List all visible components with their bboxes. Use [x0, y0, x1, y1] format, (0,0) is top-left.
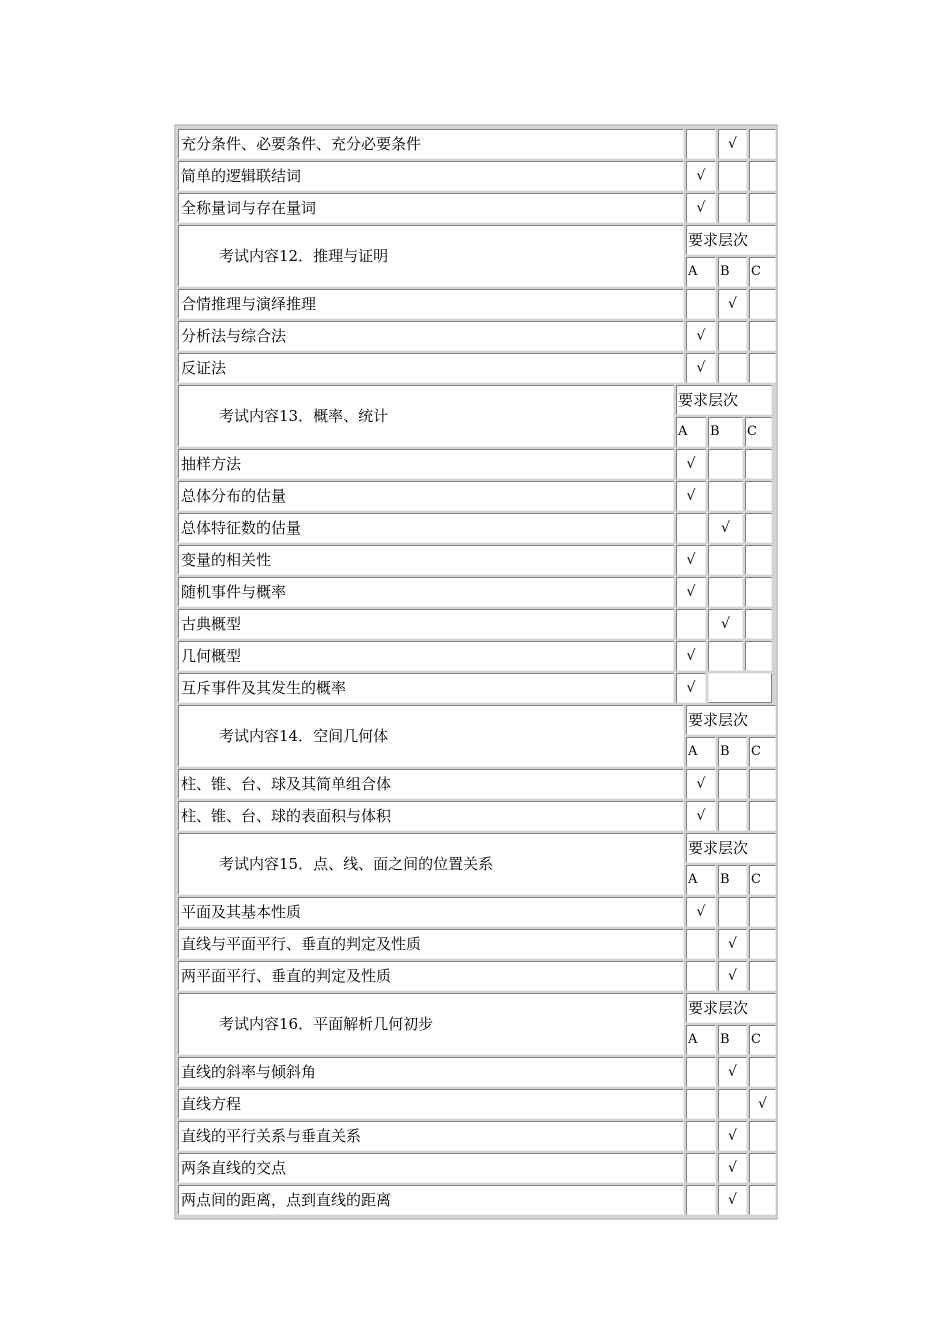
- level-c-cell: [749, 129, 776, 159]
- topic-label: 柱、锥、台、球的表面积与体积: [178, 801, 684, 831]
- level-bc-cell: [708, 673, 772, 703]
- level-a-cell: √: [686, 321, 716, 351]
- level-c-header: C: [749, 1025, 776, 1055]
- table-row: [178, 928, 774, 960]
- level-b-cell: [718, 769, 747, 799]
- table-row: [178, 448, 774, 480]
- topic-label: 抽样方法: [178, 449, 674, 479]
- level-b-cell: [708, 577, 743, 607]
- level-b-header: B: [718, 257, 747, 287]
- level-a-cell: [686, 1185, 716, 1215]
- level-a-cell: [676, 513, 706, 543]
- level-a-header: A: [686, 257, 716, 287]
- level-c-cell: [745, 513, 772, 543]
- topic-label: 互斥事件及其发生的概率: [178, 673, 674, 703]
- table-row: [178, 352, 774, 384]
- level-a-cell: [686, 961, 716, 991]
- section-title: 考试内容15．点、线、面之间的位置关系: [178, 833, 684, 895]
- level-b-cell: √: [718, 1185, 747, 1215]
- topic-label: 几何概型: [178, 641, 674, 671]
- table-row: [178, 1056, 774, 1088]
- section-title: 考试内容12．推理与证明: [178, 225, 684, 287]
- level-a-cell: √: [686, 801, 716, 831]
- table-row: [178, 128, 774, 160]
- level-c-cell: [749, 1057, 776, 1087]
- level-c-cell: [749, 321, 776, 351]
- level-c-cell: [749, 289, 776, 319]
- level-a-cell: √: [686, 353, 716, 383]
- table-row: [178, 320, 774, 352]
- section-title: 考试内容14．空间几何体: [178, 705, 684, 767]
- topic-label: 合情推理与演绎推理: [178, 289, 684, 319]
- section-header: [178, 384, 774, 448]
- table-row: [178, 576, 774, 608]
- table-row: [178, 672, 774, 704]
- topic-label: 简单的逻辑联结词: [178, 161, 684, 191]
- level-b-header: B: [718, 737, 747, 767]
- level-c-header: C: [749, 865, 776, 895]
- level-a-cell: [686, 929, 716, 959]
- table-row: [178, 544, 774, 576]
- section-header: [178, 832, 774, 896]
- level-b-header: B: [718, 1025, 747, 1055]
- level-b-cell: [718, 161, 747, 191]
- table-row: [178, 512, 774, 544]
- level-c-cell: [749, 193, 776, 223]
- level-c-cell: [749, 353, 776, 383]
- table-row: [178, 160, 774, 192]
- level-b-header: B: [708, 417, 743, 447]
- level-a-cell: √: [686, 193, 716, 223]
- section-title: 考试内容16．平面解析几何初步: [178, 993, 684, 1055]
- topic-label: 两平面平行、垂直的判定及性质: [178, 961, 684, 991]
- level-b-cell: [708, 641, 743, 671]
- topic-label: 随机事件与概率: [178, 577, 674, 607]
- level-c-cell: [749, 929, 776, 959]
- level-a-header: A: [686, 865, 716, 895]
- section-header: [178, 224, 774, 288]
- topic-label: 两点间的距离，点到直线的距离: [178, 1185, 684, 1215]
- level-a-header: A: [686, 1025, 716, 1055]
- topic-label: 古典概型: [178, 609, 674, 639]
- table-row: [178, 960, 774, 992]
- level-c-cell: [749, 1153, 776, 1183]
- level-b-cell: √: [718, 1153, 747, 1183]
- topic-label: 全称量词与存在量词: [178, 193, 684, 223]
- level-b-cell: √: [708, 513, 743, 543]
- level-a-header: A: [676, 417, 706, 447]
- requirements-table: [174, 124, 778, 1220]
- level-c-cell: [745, 449, 772, 479]
- level-b-cell: √: [718, 129, 747, 159]
- level-c-cell: [749, 961, 776, 991]
- level-c-header: C: [749, 257, 776, 287]
- level-a-cell: [686, 1057, 716, 1087]
- level-a-cell: √: [686, 897, 716, 927]
- topic-label: 分析法与综合法: [178, 321, 684, 351]
- topic-label: 总体特征数的估量: [178, 513, 674, 543]
- level-a-cell: √: [676, 577, 706, 607]
- level-b-cell: [718, 193, 747, 223]
- level-b-cell: [718, 1089, 747, 1119]
- table-row: [178, 896, 774, 928]
- topic-label: 两条直线的交点: [178, 1153, 684, 1183]
- topic-label: 反证法: [178, 353, 684, 383]
- level-c-cell: [749, 1121, 776, 1151]
- level-a-cell: √: [676, 481, 706, 511]
- topic-label: 变量的相关性: [178, 545, 674, 575]
- topic-label: 柱、锥、台、球及其简单组合体: [178, 769, 684, 799]
- level-c-cell: [749, 161, 776, 191]
- level-b-header: B: [718, 865, 747, 895]
- level-c-cell: [749, 801, 776, 831]
- topic-label: 直线方程: [178, 1089, 684, 1119]
- requirement-level-header: 要求层次: [686, 833, 776, 863]
- level-c-cell: √: [749, 1089, 776, 1119]
- level-c-cell: [745, 481, 772, 511]
- topic-label: 充分条件、必要条件、充分必要条件: [178, 129, 684, 159]
- level-b-cell: √: [718, 929, 747, 959]
- level-b-cell: [708, 481, 743, 511]
- level-a-cell: √: [686, 161, 716, 191]
- topic-label: 直线的平行关系与垂直关系: [178, 1121, 684, 1151]
- level-b-cell: [718, 801, 747, 831]
- level-c-cell: [749, 769, 776, 799]
- table-row: [178, 800, 774, 832]
- level-a-cell: [686, 1121, 716, 1151]
- table-row: [178, 1120, 774, 1152]
- table-row: [178, 480, 774, 512]
- level-b-cell: [708, 545, 743, 575]
- level-b-cell: √: [718, 1057, 747, 1087]
- level-a-cell: √: [676, 673, 706, 703]
- section-header: [178, 992, 774, 1056]
- level-a-cell: [686, 1153, 716, 1183]
- level-b-cell: √: [718, 289, 747, 319]
- table-row: [178, 1152, 774, 1184]
- topic-label: 平面及其基本性质: [178, 897, 684, 927]
- level-a-cell: √: [686, 769, 716, 799]
- level-b-cell: [718, 897, 747, 927]
- table-row: [178, 768, 774, 800]
- requirement-level-header: 要求层次: [686, 993, 776, 1023]
- level-a-cell: [686, 1089, 716, 1119]
- level-a-cell: √: [676, 641, 706, 671]
- level-c-cell: [745, 545, 772, 575]
- level-a-header: A: [686, 737, 716, 767]
- table-row: [178, 1088, 774, 1120]
- level-c-cell: [749, 897, 776, 927]
- topic-label: 直线的斜率与倾斜角: [178, 1057, 684, 1087]
- level-c-cell: [745, 609, 772, 639]
- table-row: [178, 608, 774, 640]
- topic-label: 直线与平面平行、垂直的判定及性质: [178, 929, 684, 959]
- section-header: [178, 704, 774, 768]
- level-c-cell: [745, 641, 772, 671]
- table-row: [178, 640, 774, 672]
- level-a-cell: [686, 289, 716, 319]
- table-row: [178, 192, 774, 224]
- level-b-cell: √: [718, 1121, 747, 1151]
- table-row: [178, 1184, 774, 1216]
- level-a-cell: √: [676, 449, 706, 479]
- level-b-cell: √: [718, 961, 747, 991]
- topic-label: 总体分布的估量: [178, 481, 674, 511]
- level-b-cell: [708, 449, 743, 479]
- table-row: [178, 288, 774, 320]
- level-c-header: C: [749, 737, 776, 767]
- level-b-cell: [718, 353, 747, 383]
- level-b-cell: [718, 321, 747, 351]
- section-title: 考试内容13．概率、统计: [178, 385, 674, 447]
- requirement-level-header: 要求层次: [686, 225, 776, 255]
- requirement-level-header: 要求层次: [686, 705, 776, 735]
- level-a-cell: √: [676, 545, 706, 575]
- level-a-cell: [676, 609, 706, 639]
- requirement-level-header: 要求层次: [676, 385, 772, 415]
- level-c-header: C: [745, 417, 772, 447]
- level-b-cell: √: [708, 609, 743, 639]
- level-c-cell: [749, 1185, 776, 1215]
- level-a-cell: [686, 129, 716, 159]
- level-c-cell: [745, 577, 772, 607]
